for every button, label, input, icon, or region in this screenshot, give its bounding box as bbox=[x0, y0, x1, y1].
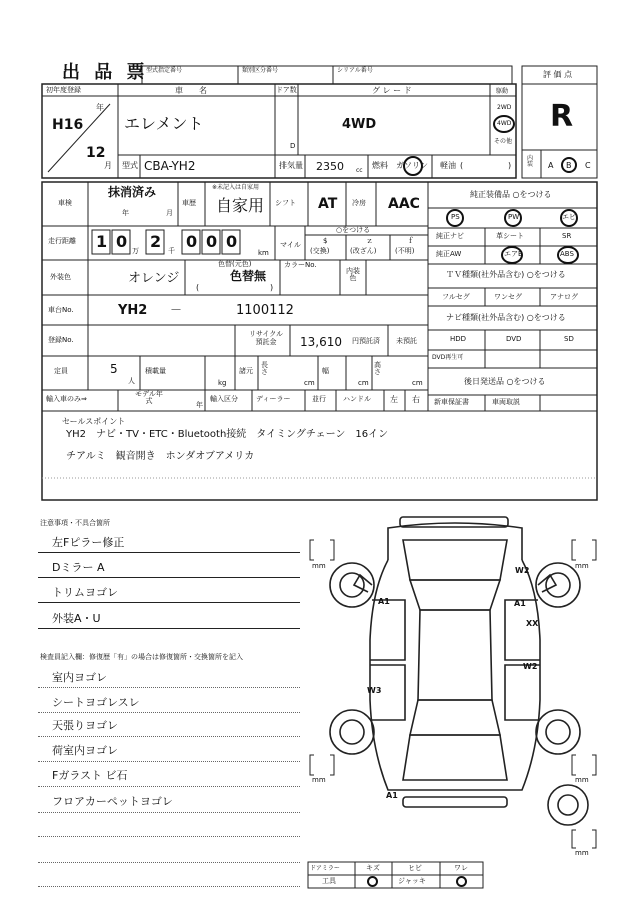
interior-c: C bbox=[585, 161, 591, 170]
note-item: 外装A・U bbox=[52, 612, 101, 625]
tv-title: ＴＶ種類(社外品含む) ○をつける bbox=[446, 270, 566, 279]
tire-mm-rr: mm bbox=[575, 776, 589, 784]
year-label: 年 bbox=[96, 103, 104, 112]
inspector-item: シートヨゴレスレ bbox=[52, 696, 140, 709]
shaken-month-unit: 月 bbox=[166, 209, 173, 217]
form-title: 出 品 票 bbox=[62, 62, 149, 83]
inspector-line bbox=[38, 761, 300, 762]
history-note: ※未記入は自家用 bbox=[212, 184, 260, 191]
equip-pw-circle bbox=[504, 209, 522, 227]
damage-mark: XX bbox=[526, 619, 539, 628]
capacity-unit: 人 bbox=[128, 377, 135, 385]
later-warranty: 新車保証書 bbox=[434, 398, 469, 406]
note-line bbox=[38, 552, 300, 553]
car-name: エレメント bbox=[124, 114, 204, 133]
ac-value: AAC bbox=[388, 196, 420, 212]
shaken-label: 車検 bbox=[58, 199, 72, 207]
inspector-line bbox=[38, 812, 300, 813]
sales-label: セールスポイント bbox=[62, 417, 126, 426]
displacement-value: 2350 bbox=[316, 160, 344, 173]
first-reg-month: 12 bbox=[86, 145, 106, 161]
eval-label: 評 価 点 bbox=[543, 70, 573, 79]
mileage-opt3-sym: ｆ bbox=[407, 237, 414, 245]
sales-line-1: YH2 ナビ・TV・ETC・Bluetooth接続 タイミングチェーン 16イン bbox=[66, 429, 389, 440]
capacity-value: 5 bbox=[110, 362, 118, 376]
legend-scratch: キズ bbox=[366, 864, 380, 872]
mileage-digit-3: 2 bbox=[150, 232, 162, 251]
inspector-item: Fガラスト ビ石 bbox=[52, 769, 128, 782]
legend-jack: ジャッキ bbox=[398, 877, 426, 885]
width-unit: cm bbox=[358, 379, 369, 387]
shaken-value: 抹消済み bbox=[108, 185, 157, 199]
note-line bbox=[38, 628, 300, 629]
dvd-play: DVD再生可 bbox=[432, 354, 464, 361]
tire-mm-fr: mm bbox=[575, 562, 589, 570]
inspector-item: 室内ヨゴレ bbox=[52, 671, 107, 684]
mileage-label: 走行距離 bbox=[48, 237, 76, 245]
serial-label: シリアル番号 bbox=[337, 67, 373, 74]
inspector-label: 検査員記入欄：修復歴「有」の場合は修復箇所・交換箇所を記入 bbox=[40, 653, 243, 661]
mileage-opt3: (不明) bbox=[395, 247, 415, 255]
mileage-opt1: (交換) bbox=[310, 247, 330, 255]
drive-2wd: 2WD bbox=[497, 104, 512, 111]
mileage-opt2: (改ざん) bbox=[350, 247, 377, 255]
first-reg-label: 初年度登録 bbox=[46, 86, 81, 94]
load-unit: kg bbox=[218, 379, 227, 387]
import-category-label: 輸入区分 bbox=[210, 395, 238, 403]
equip-pw: PW bbox=[508, 213, 520, 221]
later-manual: 車両取説 bbox=[492, 398, 520, 406]
color-label: 外装色 bbox=[50, 273, 71, 281]
recolor-label: 色替(元色) bbox=[218, 260, 252, 268]
note-item: Dミラー A bbox=[52, 561, 105, 574]
interior-color-label: 内装色 bbox=[346, 267, 360, 282]
color-code-label: カラーNo. bbox=[284, 261, 317, 269]
interior-label: 内装 bbox=[527, 155, 534, 168]
note-line bbox=[38, 602, 300, 603]
interior-a: A bbox=[548, 161, 554, 170]
shift-value: AT bbox=[318, 196, 338, 212]
mileage-opt1-sym: $ bbox=[323, 237, 328, 245]
equip-abs: ABS bbox=[560, 250, 574, 258]
model-year-label: モデル年式 bbox=[135, 390, 163, 405]
navi-sd: SD bbox=[564, 335, 574, 343]
inspector-item: 天張りヨゴレ bbox=[52, 719, 118, 732]
mileage-circle-note: ○をつける bbox=[336, 226, 371, 234]
damage-mark: A1 bbox=[378, 597, 390, 606]
recolor-paren-open: ( bbox=[196, 283, 200, 292]
ac-label: 冷房 bbox=[352, 199, 366, 207]
note-item: トリムヨゴレ bbox=[52, 586, 118, 599]
drive-other: その他 bbox=[494, 138, 513, 145]
type-cert-label: 型式指定番号 bbox=[146, 67, 183, 74]
inspector-line bbox=[38, 687, 300, 688]
mileage-digit-4: 0 bbox=[186, 232, 198, 251]
fuel-paren-open: ( bbox=[460, 161, 464, 170]
mileage-digit-2: 0 bbox=[116, 232, 128, 251]
equip-ev-circle bbox=[560, 209, 578, 227]
registration-label: 登録No. bbox=[48, 336, 74, 344]
mile-label: マイル bbox=[280, 241, 301, 249]
inspector-line bbox=[38, 886, 300, 887]
equip-airbag-circle bbox=[501, 246, 523, 264]
legend-tools-circle bbox=[367, 876, 378, 887]
recycle-unpaid: 未預託 bbox=[396, 337, 417, 345]
mileage-digit-boxes bbox=[88, 228, 268, 258]
legend-door-mirror: ドアミラー bbox=[310, 865, 340, 872]
fuel-circle bbox=[403, 156, 423, 176]
height-unit: cm bbox=[412, 379, 423, 387]
inspector-item: フロアカーペットヨゴレ bbox=[52, 795, 173, 808]
mileage-digit-1: 1 bbox=[96, 232, 108, 251]
legend-crack: ヒビ bbox=[408, 864, 422, 872]
capacity-label: 定員 bbox=[54, 367, 68, 375]
fuel-diesel: 軽油 bbox=[440, 161, 456, 170]
equip-airbag: エアB bbox=[504, 250, 523, 258]
color-value: オレンジ bbox=[128, 271, 180, 286]
fuel-paren-close: ) bbox=[508, 161, 512, 170]
inspector-line bbox=[38, 712, 300, 713]
damage-mark: W3 bbox=[367, 686, 382, 695]
handle-right: 右 bbox=[412, 395, 420, 404]
mileage-digit-5: 0 bbox=[206, 232, 218, 251]
recycle-paid: 円預託済 bbox=[352, 337, 380, 345]
tv-fullseg: フルセグ bbox=[442, 293, 470, 301]
model-label: 型式 bbox=[122, 161, 138, 170]
drive-4wd: 4WD bbox=[497, 120, 512, 127]
interior-b: B bbox=[566, 161, 572, 170]
tire-mm-rl: mm bbox=[312, 776, 326, 784]
legend-break: ワレ bbox=[454, 864, 468, 872]
chassis-dash: － bbox=[170, 303, 183, 317]
recolor-paren-close: ) bbox=[270, 283, 274, 292]
equip-ps: PS bbox=[451, 213, 460, 221]
recycle-value: 13,610 bbox=[300, 335, 342, 349]
displacement-label: 排気量 bbox=[279, 161, 303, 170]
tv-analog: アナログ bbox=[550, 293, 578, 301]
import-parallel: 並行 bbox=[312, 395, 326, 403]
equip-aw: 純正AW bbox=[436, 250, 462, 258]
drive-label: 駆動 bbox=[496, 88, 509, 95]
import-dealer: ディーラー bbox=[256, 395, 291, 403]
month-label: 月 bbox=[104, 161, 112, 170]
model-year-unit: 年 bbox=[196, 401, 203, 409]
equip-ps-circle bbox=[446, 209, 464, 227]
chassis-number: 1100112 bbox=[236, 303, 294, 318]
shift-label: シフト bbox=[275, 199, 296, 207]
load-label: 積載量 bbox=[145, 367, 166, 375]
first-reg-year: H16 bbox=[52, 117, 84, 133]
height-label: 高さ bbox=[374, 361, 381, 376]
fuel-gasoline: ガソリン bbox=[396, 161, 428, 170]
model-code: CBA-YH2 bbox=[144, 159, 196, 173]
damage-mark: W2 bbox=[515, 566, 530, 575]
tire-mm-spare: mm bbox=[575, 849, 589, 857]
equip-ev: エビ bbox=[562, 213, 576, 221]
mileage-sen: 千 bbox=[168, 247, 175, 255]
notes-label: 注意事項・不具合箇所 bbox=[40, 519, 110, 527]
legend-jack-circle bbox=[456, 876, 467, 887]
navi-hdd: HDD bbox=[450, 335, 467, 343]
genuine-title: 純正装備品 ○をつける bbox=[470, 190, 552, 199]
drive-4wd-circle bbox=[493, 115, 515, 133]
chassis-prefix: YH2 bbox=[118, 303, 148, 318]
equip-leather: 革シート bbox=[496, 232, 524, 240]
class-label: 類別区分番号 bbox=[242, 67, 279, 74]
handle-label: ハンドル bbox=[343, 395, 371, 403]
inspector-line bbox=[38, 836, 300, 837]
mileage-digit-6: 0 bbox=[226, 232, 238, 251]
length-label: 長さ bbox=[261, 361, 268, 376]
legend-tools: 工具 bbox=[322, 877, 336, 885]
doors-suffix: D bbox=[290, 142, 296, 150]
car-name-label: 車 名 bbox=[175, 86, 207, 95]
history-label: 車歴 bbox=[182, 199, 196, 207]
recycle-label: リサイクル預託金 bbox=[248, 330, 284, 347]
sales-line-2: チアルミ 観音開き ホンダオブアメリカ bbox=[66, 451, 255, 462]
note-line bbox=[38, 577, 300, 578]
shaken-year-unit: 年 bbox=[122, 209, 129, 217]
later-title: 後日発送品 ○をつける bbox=[464, 377, 546, 386]
damage-mark: W2 bbox=[523, 662, 538, 671]
cc-unit: cc bbox=[356, 167, 363, 174]
note-item: 左Fピラー修正 bbox=[52, 536, 125, 549]
tv-oneseg: ワンセグ bbox=[494, 293, 522, 301]
grade-value: 4WD bbox=[342, 117, 377, 132]
mileage-man: 万 bbox=[132, 247, 139, 255]
dims-label: 諸元 bbox=[239, 367, 253, 375]
recolor-value: 色替無 bbox=[230, 269, 267, 283]
eval-score: R bbox=[550, 99, 574, 134]
navi-dvd: DVD bbox=[506, 335, 522, 343]
import-label: 輸入車のみ⇒ bbox=[46, 395, 87, 403]
grade-label: グ レ ー ド bbox=[372, 86, 412, 95]
handle-left: 左 bbox=[390, 395, 398, 404]
inspector-item: 荷室内ヨゴレ bbox=[52, 744, 118, 757]
navi-title: ナビ種類(社外品含む) ○をつける bbox=[446, 313, 566, 322]
fuel-label: 燃料 bbox=[372, 161, 388, 170]
damage-mark: A1 bbox=[386, 791, 398, 800]
interior-circle bbox=[561, 157, 577, 173]
inspector-line bbox=[38, 862, 300, 863]
history-value: 自家用 bbox=[216, 196, 265, 215]
equip-abs-circle bbox=[557, 246, 579, 264]
equip-navi: 純正ナビ bbox=[436, 232, 464, 240]
chassis-label: 車台No. bbox=[48, 306, 74, 314]
damage-mark: A1 bbox=[514, 599, 526, 608]
inspector-line bbox=[38, 736, 300, 737]
doors-label: ドア数 bbox=[276, 86, 297, 94]
width-label: 幅 bbox=[322, 367, 329, 375]
length-unit: cm bbox=[304, 379, 315, 387]
tire-mm-fl: mm bbox=[312, 562, 326, 570]
inspector-line bbox=[38, 786, 300, 787]
equip-sr: SR bbox=[562, 232, 572, 240]
mileage-opt2-sym: ｚ bbox=[366, 237, 373, 245]
mileage-km: km bbox=[258, 249, 269, 257]
